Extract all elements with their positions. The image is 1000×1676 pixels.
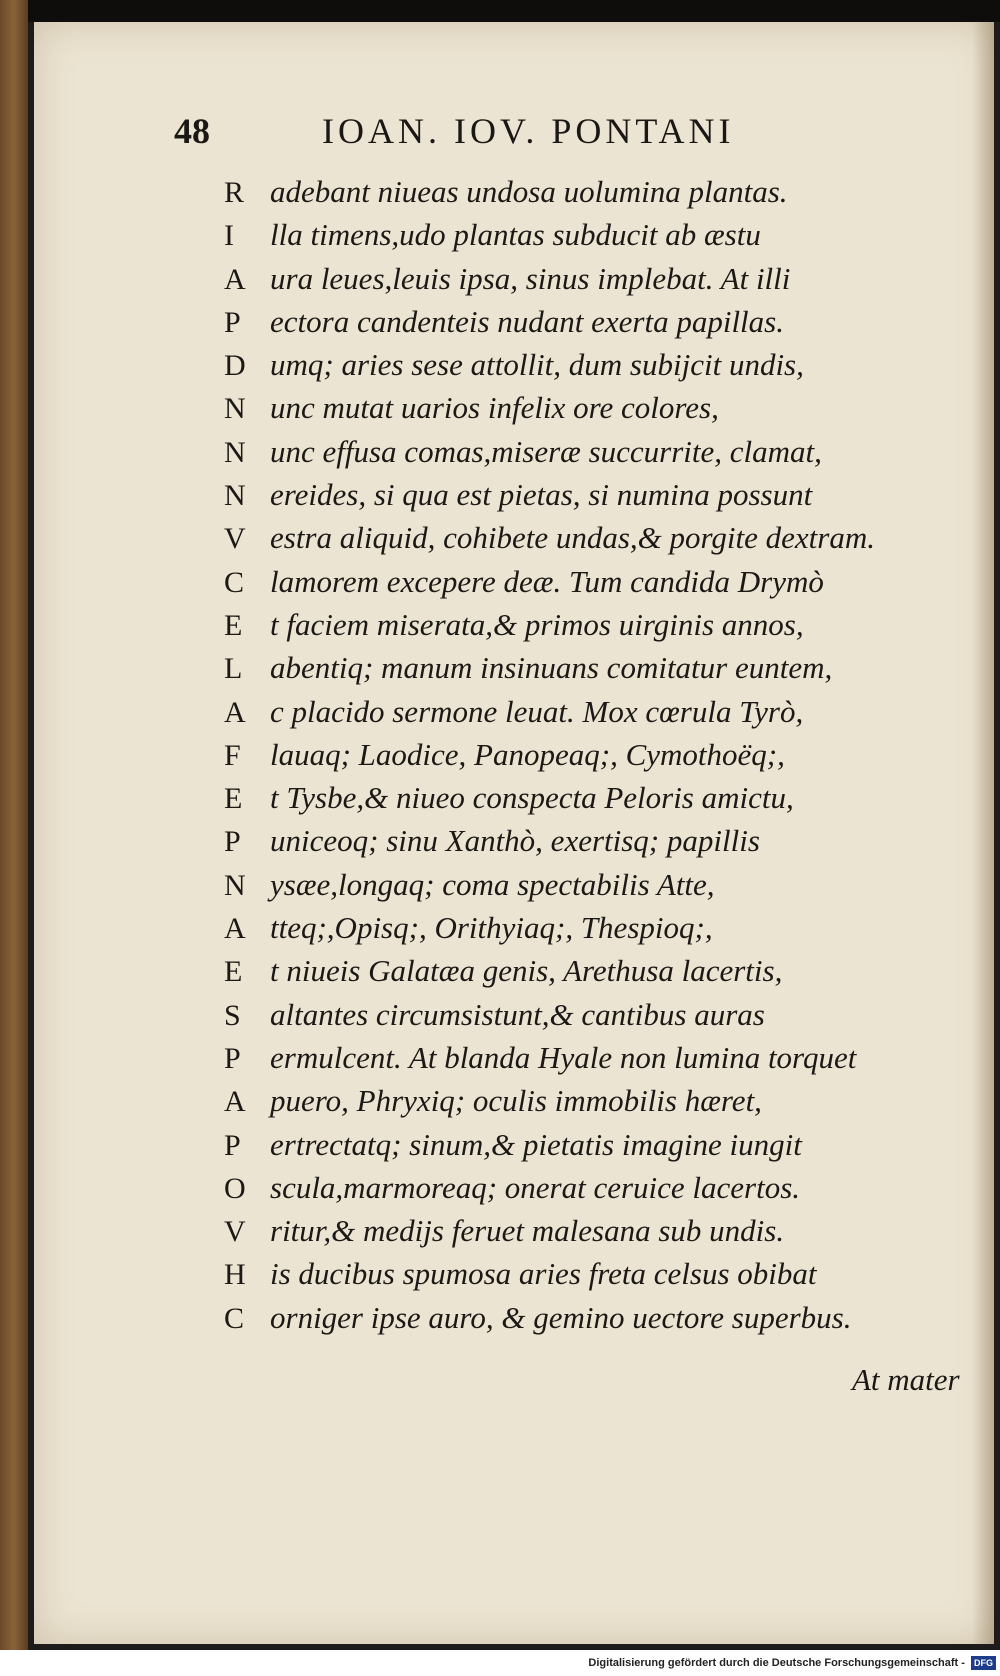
verse-text: is ducibus spumosa aries freta celsus obibat (270, 1256, 817, 1292)
book-page (34, 22, 994, 1644)
verse-initial: E (224, 782, 243, 816)
verse-text: ertrectatq; sinum,& pietatis imagine iungit (270, 1126, 802, 1162)
verse-initial: A (224, 1085, 246, 1119)
verse-line (224, 1254, 984, 1297)
verse-text: orniger ipse auro, & gemino uectore superbus. (270, 1299, 852, 1335)
verse-initial: A (224, 695, 246, 729)
verse-line (224, 1298, 984, 1341)
verse-initial: S (224, 998, 241, 1032)
book-binding (0, 0, 28, 1650)
verse-text: scula,marmoreaq; onerat ceruice lacertos. (270, 1169, 801, 1205)
verse-text: tteq;,Opisq;, Orithyiaq;, Thespioq;, (270, 910, 713, 946)
verse-line (224, 1125, 984, 1168)
verse-text: unc mutat uarios infelix ore colores, (270, 390, 719, 426)
verse-initial: D (224, 349, 246, 383)
verse-line (224, 345, 984, 388)
verse-line (224, 995, 984, 1038)
verse-text: adebant niueas undosa uolumina plantas. (270, 174, 788, 209)
verse-text: ura leues,leuis ipsa, sinus implebat. At illi (270, 260, 791, 296)
verse-initial: P (224, 1041, 241, 1075)
verse-line (224, 821, 984, 864)
verse-line (224, 778, 984, 821)
verse-text: t niueis Galatæa genis, Arethusa lacertis, (270, 953, 783, 989)
verse-initial: A (224, 912, 246, 946)
verse-initial: E (224, 955, 243, 989)
verse-line (224, 605, 984, 648)
verse-text: ysæe,longaq; coma spectabilis Atte, (270, 866, 715, 902)
verse-text: lla timens,udo plantas subducit ab æstu (270, 217, 761, 253)
digitization-credit: Digitalisierung gefördert durch die Deutsche Forschungsgemeinschaft - (588, 1657, 965, 1669)
verse-line (224, 648, 984, 691)
verse-initial: P (224, 825, 241, 859)
verse-text: altantes circumsistunt,& cantibus auras (270, 996, 765, 1032)
verse-text: t faciem miserata,& primos uirginis annos, (270, 606, 804, 642)
running-head: IOAN. IOV. PONTANI (322, 111, 735, 151)
verse-line (224, 692, 984, 735)
verse-text: abentiq; manum insinuans comitatur euntem, (270, 650, 833, 686)
verse-line (224, 1211, 984, 1254)
verse-initial: V (224, 1215, 246, 1249)
verse-text: c placido sermone leuat. Mox cœrula Tyrò, (270, 693, 804, 729)
dfg-logo: DFG (971, 1656, 996, 1670)
verse-line (224, 215, 984, 258)
verse-initial: N (224, 868, 246, 902)
verse-text: estra aliquid, cohibete undas,& porgite dextram. (270, 520, 875, 556)
verse-line (224, 259, 984, 302)
verse-initial: E (224, 608, 243, 642)
verse-initial: V (224, 522, 246, 556)
verse-initial: P (224, 305, 241, 339)
digitization-footer (0, 1650, 996, 1676)
verse-initial: F (224, 738, 241, 772)
verse-initial: O (224, 1171, 246, 1205)
verse-line (224, 432, 984, 475)
verse-line (224, 475, 984, 518)
book-board-edge (0, 0, 1000, 22)
verse-initial: N (224, 392, 246, 426)
verse-text: unc effusa comas,miseræ succurrite, clamat, (270, 433, 822, 469)
verse-initial: N (224, 479, 246, 513)
verse-initial: N (224, 435, 246, 469)
verse-line (224, 172, 984, 215)
verse-line (224, 1038, 984, 1081)
verse-text: lauaq; Laodice, Panopeaq;, Cymothoëq;, (270, 736, 785, 772)
verse-line (224, 562, 984, 605)
verse-initial: P (224, 1128, 241, 1162)
verse-line (224, 735, 984, 778)
verse-line (224, 908, 984, 951)
verse-line (224, 302, 984, 345)
verse-line (224, 1168, 984, 1211)
verse-text: puero, Phryxiq; oculis immobilis hæret, (270, 1083, 762, 1119)
verse-initial: H (224, 1258, 246, 1292)
verse-block (224, 172, 984, 1341)
verse-text: umq; aries sese attollit, dum subijcit undis, (270, 347, 804, 383)
verse-initial: C (224, 1301, 245, 1335)
verse-initial: R (224, 176, 245, 209)
verse-initial: I (224, 219, 234, 253)
verse-line (224, 388, 984, 431)
verse-text: ermulcent. At blanda Hyale non lumina torquet (270, 1039, 857, 1075)
page-number: 48 (174, 111, 210, 151)
verse-initial: L (224, 652, 243, 686)
verse-line (224, 951, 984, 994)
verse-text: uniceoq; sinu Xanthò, exertisq; papillis (270, 823, 760, 859)
verse-text: t Tysbe,& niueo conspecta Peloris amictu, (270, 780, 794, 816)
verse-line (224, 518, 984, 561)
verse-text: ritur,& medijs feruet malesana sub undis. (270, 1213, 785, 1249)
verse-line (224, 1081, 984, 1124)
verse-initial: A (224, 262, 246, 296)
verse-line (224, 865, 984, 908)
verse-text: ereides, si qua est pietas, si numina possunt (270, 477, 813, 513)
page-header (174, 110, 814, 154)
verse-text: ectora candenteis nudant exerta papillas. (270, 303, 784, 339)
verse-initial: C (224, 565, 245, 599)
verse-text: lamorem excepere deæ. Tum candida Drymò (270, 563, 824, 599)
catchword: At mater (852, 1362, 960, 1397)
